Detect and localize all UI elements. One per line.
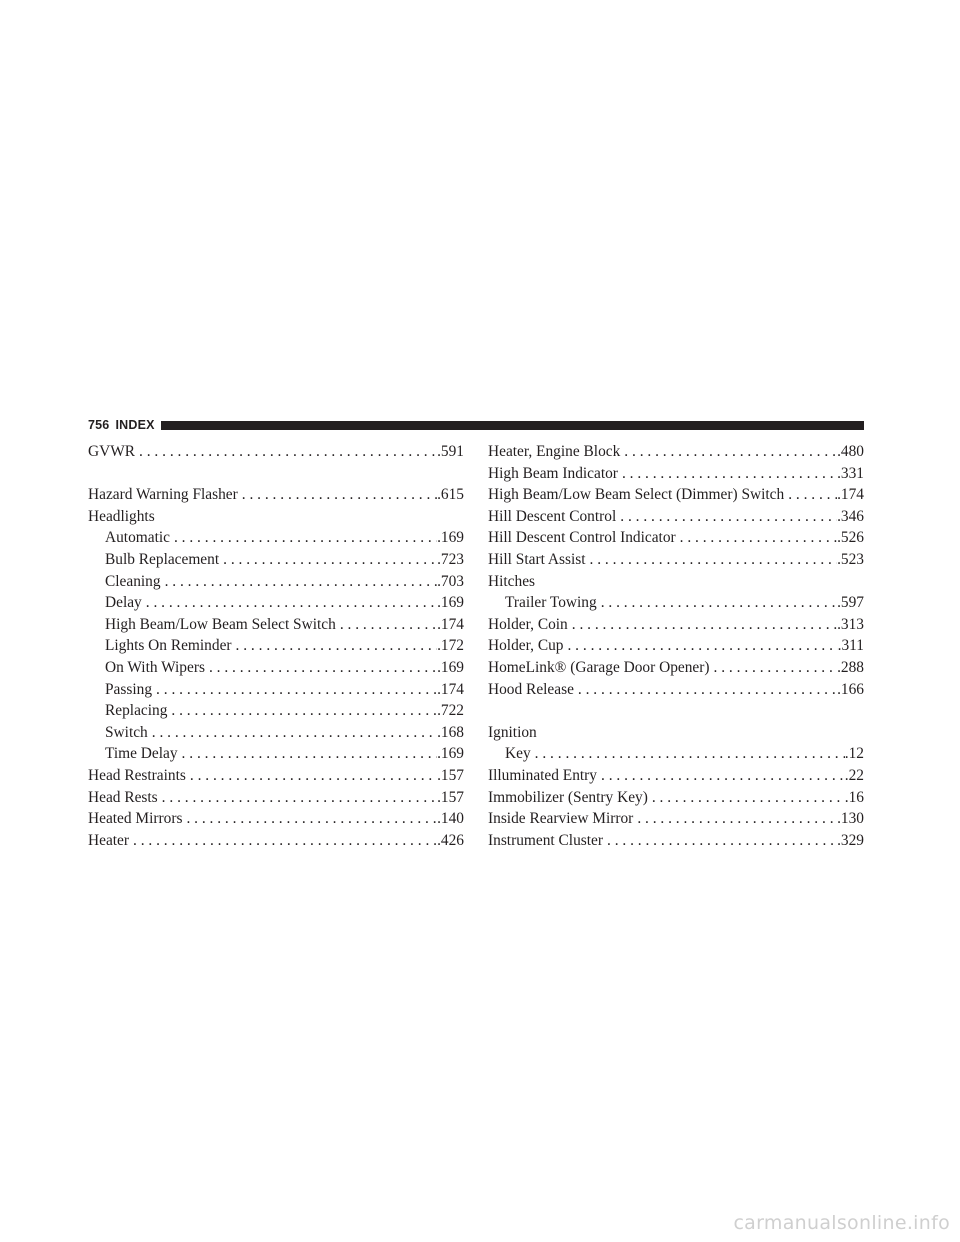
index-term: High Beam/Low Beam Select Switch	[105, 615, 336, 633]
index-entry	[488, 527, 864, 549]
index-subentry	[88, 571, 464, 593]
dot-leader	[174, 527, 437, 549]
index-term: Bulb Replacement	[105, 550, 220, 568]
index-entry	[88, 441, 464, 463]
dot-leader	[133, 830, 437, 852]
index-entry	[88, 830, 464, 852]
index-term: Immobilizer (Sentry Key)	[488, 788, 648, 806]
index-page-number: .426	[437, 831, 464, 849]
dot-leader	[680, 527, 837, 549]
index-page-number: .723	[437, 550, 464, 568]
index-entry	[88, 787, 464, 809]
index-entry	[88, 484, 464, 506]
index-term: Headlights	[88, 507, 155, 525]
dot-leader	[788, 484, 837, 506]
index-subentry	[88, 527, 464, 549]
index-entry	[488, 614, 864, 636]
index-term: Hill Descent Control	[488, 507, 617, 525]
dot-leader	[171, 700, 437, 722]
dot-leader	[624, 441, 837, 463]
dot-leader	[567, 635, 837, 657]
index-page-number: .591	[437, 443, 464, 460]
index-page-number: .288	[837, 658, 864, 676]
index-term: Lights On Reminder	[105, 637, 232, 655]
index-subentry	[88, 657, 464, 679]
index-page-number: .346	[837, 507, 864, 525]
dot-leader	[182, 743, 438, 765]
dot-leader	[156, 679, 437, 701]
index-subentry	[88, 592, 464, 614]
index-page-number: .140	[437, 810, 464, 828]
dot-leader	[186, 808, 437, 830]
index-subentry	[88, 700, 464, 722]
index-page-number: .526	[837, 529, 864, 547]
dot-leader	[637, 808, 837, 830]
dot-leader	[162, 787, 437, 809]
index-term: Replacing	[105, 702, 168, 720]
index-term: High Beam Indicator	[488, 464, 618, 482]
index-term: Holder, Coin	[488, 615, 568, 633]
index-entry	[488, 722, 864, 744]
index-entry	[488, 484, 864, 506]
index-subentry	[88, 743, 464, 765]
dot-leader	[578, 679, 837, 701]
index-page-number: .168	[437, 723, 464, 741]
dot-leader	[236, 635, 438, 657]
index-term: Automatic	[105, 529, 170, 547]
index-entry	[488, 635, 864, 657]
index-term: GVWR	[88, 443, 136, 460]
index-page-number: .480	[837, 443, 864, 460]
index-page-number: .22	[844, 766, 864, 784]
index-page-number: .174	[437, 615, 464, 633]
index-page-number: .331	[837, 464, 864, 482]
index-entry	[488, 571, 864, 593]
index-page-number: .615	[437, 486, 464, 504]
dot-leader	[223, 549, 437, 571]
header-page-number: 756	[88, 418, 110, 432]
index-term: Illuminated Entry	[488, 766, 597, 784]
index-term: Holder, Cup	[488, 637, 564, 655]
index-subentry	[88, 722, 464, 744]
index-page-number: .329	[837, 831, 864, 849]
index-subentry	[488, 592, 864, 614]
index-page-number: .597	[837, 594, 864, 612]
index-entry	[488, 506, 864, 528]
dot-leader	[340, 614, 437, 636]
header-rule	[161, 421, 864, 430]
index-page-number: .16	[844, 788, 864, 806]
dot-leader	[714, 657, 838, 679]
index-term: Inside Rearview Mirror	[488, 810, 634, 828]
dot-leader	[652, 787, 845, 809]
index-term: Key	[505, 745, 531, 763]
index-page-number: .174	[837, 486, 864, 504]
index-term: Time Delay	[105, 745, 178, 763]
index-subentry	[88, 635, 464, 657]
index-subentry	[488, 743, 864, 765]
index-page-number: .157	[437, 788, 464, 806]
index-page-number: .130	[837, 810, 864, 828]
index-term: Ignition	[488, 723, 537, 741]
index-page-number: .523	[837, 550, 864, 568]
dot-leader	[139, 441, 437, 463]
index-term: On With Wipers	[105, 658, 205, 676]
index-page-number: .169	[437, 745, 464, 763]
dot-leader	[535, 743, 845, 765]
index-subentry	[88, 614, 464, 636]
index-term: Instrument Cluster	[488, 831, 603, 849]
dot-leader	[620, 506, 837, 528]
dot-leader	[209, 657, 437, 679]
index-entry	[488, 441, 864, 463]
index-term: Switch	[105, 723, 148, 741]
index-entry	[488, 463, 864, 485]
index-page-number: .174	[437, 680, 464, 698]
index-term: Hill Start Assist	[488, 550, 586, 568]
index-term: Head Rests	[88, 788, 158, 806]
dot-leader	[601, 765, 845, 787]
index-term: Head Restraints	[88, 766, 186, 784]
index-subentry	[88, 549, 464, 571]
index-entry	[488, 657, 864, 679]
dot-leader	[572, 614, 837, 636]
index-page-number: .311	[837, 637, 864, 655]
index-entry	[488, 549, 864, 571]
index-column-right	[488, 441, 864, 851]
index-page-number: .169	[437, 658, 464, 676]
index-term: Delay	[105, 594, 142, 612]
index-term: HomeLink® (Garage Door Opener)	[488, 658, 710, 676]
index-page-number: .12	[844, 745, 864, 763]
index-term: Cleaning	[105, 572, 161, 590]
index-page-number: .169	[437, 594, 464, 612]
index-entry	[88, 808, 464, 830]
index-spacer	[488, 700, 864, 722]
dot-leader	[190, 765, 437, 787]
header-title: INDEX	[115, 418, 155, 432]
index-column-left	[88, 441, 464, 851]
index-page-number: .722	[437, 702, 464, 720]
index-entry	[488, 808, 864, 830]
dot-leader	[146, 592, 437, 614]
page-header	[88, 417, 864, 433]
dot-leader	[590, 549, 838, 571]
index-entry	[488, 830, 864, 852]
dot-leader	[165, 571, 437, 593]
dot-leader	[242, 484, 437, 506]
index-term: Passing	[105, 680, 153, 698]
index-subentry	[88, 679, 464, 701]
index-term: Hood Release	[488, 680, 574, 698]
index-page-number: .172	[437, 637, 464, 655]
index-term: Heated Mirrors	[88, 810, 183, 828]
index-term: Heater, Engine Block	[488, 443, 621, 460]
index-entry	[88, 506, 464, 528]
index-page-number: .703	[437, 572, 464, 590]
index-entry	[88, 765, 464, 787]
index-page-number: .166	[837, 680, 864, 698]
index-entry	[488, 765, 864, 787]
index-entry	[488, 787, 864, 809]
index-term: Hill Descent Control Indicator	[488, 529, 676, 547]
dot-leader	[152, 722, 437, 744]
index-term: Heater	[88, 831, 130, 849]
watermark: carmanualsonline.info	[733, 1212, 950, 1234]
dot-leader	[622, 463, 837, 485]
dot-leader	[601, 592, 837, 614]
index-term: Hazard Warning Flasher	[88, 486, 238, 504]
index-page-number: .313	[837, 615, 864, 633]
index-entry	[488, 679, 864, 701]
index-page-number: .169	[437, 529, 464, 547]
dot-leader	[607, 830, 837, 852]
index-term: High Beam/Low Beam Select (Dimmer) Switch	[488, 486, 785, 504]
index-term: Hitches	[488, 572, 536, 590]
index-term: Trailer Towing	[505, 594, 597, 612]
index-spacer	[88, 463, 464, 485]
index-page-number: .157	[437, 766, 464, 784]
